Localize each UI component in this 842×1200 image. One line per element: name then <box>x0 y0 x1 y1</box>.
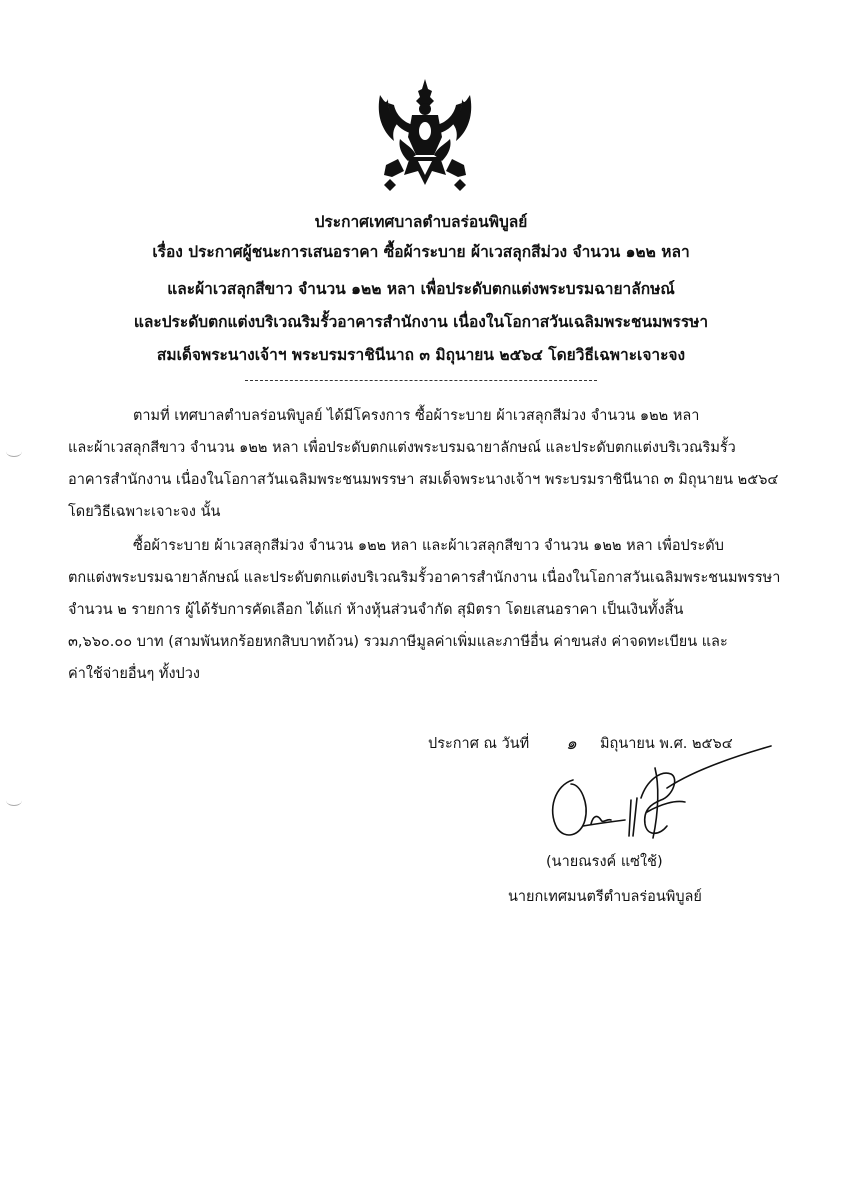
scan-mark <box>6 446 22 457</box>
paragraph-1-line-2: และผ้าเวสลุกสีขาว จำนวน ๑๒๒ หลา เพื่อประดับตกแต่งพระบรมฉายาลักษณ์ และประดับตกแต่งบริเวณริมรั้ว <box>68 440 736 456</box>
document-title: ประกาศเทศบาลตำบลร่อนพิบูลย์ <box>314 213 528 231</box>
subject-line-4: สมเด็จพระนางเจ้าฯ พระบรมราชินีนาถ ๓ มิถุนายน ๒๕๖๔ โดยวิธีเฉพาะเจาะจง <box>156 346 686 364</box>
paragraph-2-line-2: ตกแต่งพระบรมฉายาลักษณ์ และประดับตกแต่งบริเวณริมรั้วอาคารสำนักงาน เนื่องในโอกาสวันเฉลิมพระชนมพรรษา <box>68 570 781 586</box>
paragraph-1-line-1: ตามที่ เทศบาลตำบลร่อนพิบูลย์ ได้มีโครงการ ซื้อผ้าระบาย ผ้าเวสลุกสีม่วง จำนวน ๑๒๒ หลา <box>133 408 700 424</box>
garuda-emblem-icon <box>370 75 480 203</box>
paragraph-2-line-3: จำนวน ๒ รายการ ผู้ได้รับการคัดเลือก ได้แก่ ห้างหุ้นส่วนจำกัด สุมิตรา โดยเสนอราคา เป็นเงินทั้งสิ้น <box>68 602 684 618</box>
announcement-day: ๑ <box>566 734 577 754</box>
paragraph-1-line-3: อาคารสำนักงาน เนื่องในโอกาสวันเฉลิมพระชนมพรรษา สมเด็จพระนางเจ้าฯ พระบรมราชินีนาถ ๓ มิถุนายน ๒๕๖๔ <box>68 472 779 488</box>
announcement-prefix: ประกาศ ณ วันที่ <box>428 736 530 752</box>
signer-name: (นายณรงค์ แซ่ใช้) <box>546 854 663 870</box>
paragraph-2-line-1: ซื้อผ้าระบาย ผ้าเวสลุกสีม่วง จำนวน ๑๒๒ หลา และผ้าเวสลุกสีขาว จำนวน ๑๒๒ หลา เพื่อประดับ <box>133 538 724 554</box>
subject-line-3: และประดับตกแต่งบริเวณริมรั้วอาคารสำนักงาน เนื่องในโอกาสวันเฉลิมพระชนมพรรษา <box>133 313 709 331</box>
scan-mark <box>6 795 22 806</box>
subject-line-1: เรื่อง ประกาศผู้ชนะการเสนอราคา ซื้อผ้าระบาย ผ้าเวสลุกสีม่วง จำนวน ๑๒๒ หลา <box>152 243 690 261</box>
announcement-month-year: มิถุนายน พ.ศ. ๒๕๖๔ <box>600 736 733 752</box>
signer-title: นายกเทศมนตรีตำบลร่อนพิบูลย์ <box>508 889 702 905</box>
paragraph-1-line-4: โดยวิธีเฉพาะเจาะจง นั้น <box>68 504 221 520</box>
subject-line-2: และผ้าเวสลุกสีขาว จำนวน ๑๒๒ หลา เพื่อประดับตกแต่งพระบรมฉายาลักษณ์ <box>167 280 675 298</box>
signature-icon <box>535 740 775 850</box>
paragraph-2-line-4: ๓,๖๖๐.๐๐ บาท (สามพันหกร้อยหกสิบบาทถ้วน) รวมภาษีมูลค่าเพิ่มและภาษีอื่น ค่าขนส่ง ค่าจดทะเบียน และ <box>68 634 728 650</box>
header-divider <box>245 380 597 381</box>
paragraph-2-line-5: ค่าใช้จ่ายอื่นๆ ทั้งปวง <box>68 666 200 682</box>
